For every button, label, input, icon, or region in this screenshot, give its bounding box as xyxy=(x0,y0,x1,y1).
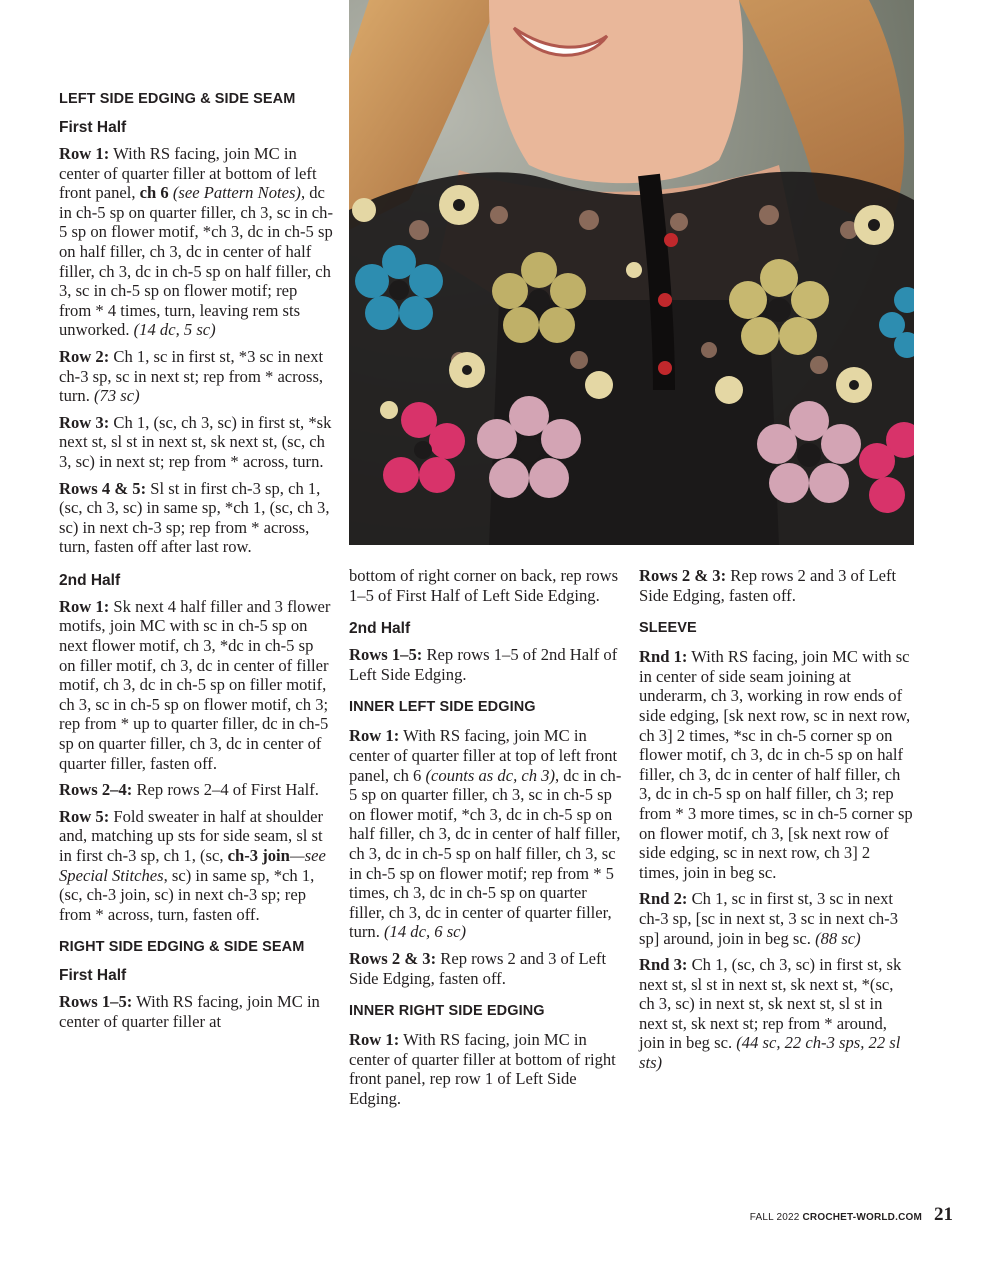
column-2 xyxy=(349,566,623,1115)
page-number: 21 xyxy=(934,1204,953,1225)
instruction-row-1: Row 1: With RS facing, join MC in center of quarter filler at bottom of right front panel, rep row 1 of Left Side Edging. xyxy=(349,1030,616,1108)
photo-illustration xyxy=(349,0,914,545)
instruction-row-1: Row 1: With RS facing, join MC in center of quarter filler at top of left front panel, ch 6 (counts as dc, ch 3), dc in ch-5 sp on quarter filler, ch 3, sc in ch-5 sp on flower motif, *ch 3, dc in ch-5 sp on half filler, ch 3, dc in center of half filler, ch 3, dc in ch-5 sp on half filler, ch 3, sc in ch-5 sp on flower motif; rep from * 5 times, ch 3, dc in ch-5 sp on quarter filler, ch 3, dc in center of quarter filler, turn. (14 dc, 6 sc) xyxy=(349,726,622,942)
instruction-rnd-3: Rnd 3: Ch 1, (sc, ch 3, sc) in first st, sk next st, sl st in next st, sk next st, *(sc, ch 3, sc) in next st, sk next st, sl st in next st, sk next st; rep from * around, join in beg sc. (44 sc, 22 ch-3 sps, 22 sl sts) xyxy=(639,955,902,1073)
column-1 xyxy=(59,90,333,1032)
issue-label: FALL 2022 xyxy=(749,1212,803,1223)
instruction-row-5: Row 5: Fold sweater in half at shoulder and, matching up sts for side seam, sl st in first ch-3 sp, ch 1, (sc, ch-3 join—see Special Stitches, sc) in same sp, *ch 1, (sc, ch-3 join, sc) in next ch-3 sp; rep from * across, turn, fasten off. xyxy=(59,806,326,924)
section-heading-sleeve: SLEEVE xyxy=(639,620,697,637)
instruction-row-1: Row 1: Sk next 4 half filler and 3 flower motifs, join MC with sc in ch-5 sp on next flower motif, ch 3, *dc in ch-5 sp on filler motif, ch 3, dc in center of filler motif, ch 3, dc in ch-5 sp on filler motif, ch 3, sc in ch-5 sp on flower motif, ch 3; rep from * up to quarter filler, dc in ch-5 sp on quarter filler, ch 3, dc in center of quarter filler, fasten off. xyxy=(59,596,331,773)
instruction-rows-4-5: Rows 4 & 5: Sl st in first ch-3 sp, ch 1, (sc, ch 3, sc) in same sp, *ch 1, (sc, ch 3, sc) in next ch-3 sp; rep from * across, turn, fasten off after last row. xyxy=(59,478,330,557)
section-heading-inner-left: INNER LEFT SIDE EDGING xyxy=(349,699,536,716)
section-heading-left-side: LEFT SIDE EDGING & SIDE SEAM xyxy=(59,91,296,107)
crochet-cardigan-photo xyxy=(349,0,914,545)
instruction-rows-1-5-continued: bottom of right corner on back, rep rows 1–5 of First Half of Left Side Edging. xyxy=(349,566,619,605)
section-heading-inner-right: INNER RIGHT SIDE EDGING xyxy=(349,1003,545,1020)
section-heading-right-side: RIGHT SIDE EDGING & SIDE SEAM xyxy=(59,939,305,956)
instruction-rows-2-3: Rows 2 & 3: Rep rows 2 and 3 of Left Side Edging, fasten off. xyxy=(349,948,607,988)
instruction-row-3: Row 3: Ch 1, (sc, ch 3, sc) in first st, *sk next st, sl st in next st, sk next st, (sc, ch 3, sc) in next st; rep from * across, turn. xyxy=(59,412,332,471)
page-footer xyxy=(750,1204,953,1226)
instruction-rows-2-4: Rows 2–4: Rep rows 2–4 of First Half. xyxy=(59,780,319,800)
subheading-2nd-half: 2nd Half xyxy=(349,620,411,638)
subheading-first-half: First Half xyxy=(59,967,127,985)
instruction-rows-2-3: Rows 2 & 3: Rep rows 2 and 3 of Left Side Edging, fasten off. xyxy=(639,566,897,605)
instruction-rnd-2: Rnd 2: Ch 1, sc in first st, 3 sc in next ch-3 sp, [sc in next st, 3 sc in next ch-3 sp] around, join in beg sc. (88 sc) xyxy=(639,889,898,948)
instruction-rnd-1: Rnd 1: With RS facing, join MC with sc in center of side seam joining at underarm, ch 3, working in row ends of side edging, [sk next row, sc in next row, ch 3] 2 times, *sc in ch-5 corner sp on flower motif, ch 3, dc in ch-5 sp on half filler, ch 3, dc in center of half filler, ch 3, dc in ch-5 sp on half filler, ch 3; rep from * 3 more times, sc in ch-5 corner sp on flower motif, ch 3, [sk next row of side edging, sc in next row, ch 3] 2 times, join in beg sc. xyxy=(639,647,913,882)
subheading-2nd-half: 2nd Half xyxy=(59,571,121,589)
instruction-rows-1-5: Rows 1–5: With RS facing, join MC in center of quarter filler at xyxy=(59,992,320,1031)
subheading-first-half: First Half xyxy=(59,119,127,136)
site-link[interactable]: CROCHET-WORLD.COM xyxy=(802,1212,922,1223)
column-3 xyxy=(639,566,913,1080)
instruction-rows-1-5: Rows 1–5: Rep rows 1–5 of 2nd Half of Left Side Edging. xyxy=(349,645,618,684)
instruction-row-2: Row 2: Ch 1, sc in first st, *3 sc in next ch-3 sp, sc in next st; rep from * across, turn. (73 sc) xyxy=(59,346,324,406)
instruction-row-1: Row 1: With RS facing, join MC in center of quarter filler at bottom of left front panel, ch 6 (see Pattern Notes), dc in ch-5 sp on quarter filler, ch 3, sc in ch-5 sp on flower motif, *ch 3, dc in ch-5 sp on half filler, ch 3, dc in center of half filler, ch 3, dc in ch-5 sp on half filler, ch 3, sc in ch-5 sp on flower motif; rep from * 4 times, turn, leaving rem sts unworked. (14 dc, 5 sc) xyxy=(59,144,333,340)
